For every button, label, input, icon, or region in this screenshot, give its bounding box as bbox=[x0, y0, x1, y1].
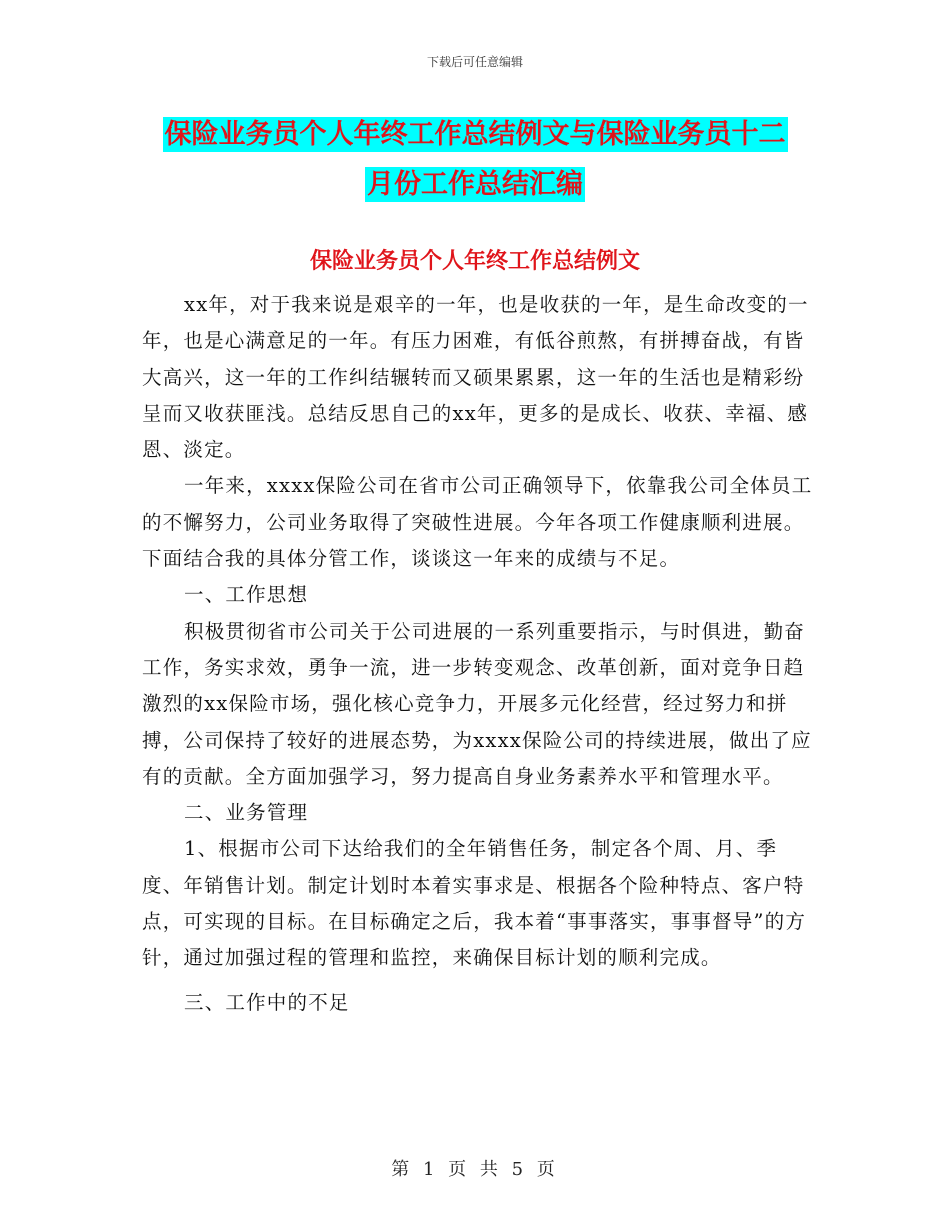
paragraph: 1、根据市公司下达给我们的全年销售任务，制定各个周、月、季度、年销售计划。制定计划时本着实事求是、根据各个险种特点、客户特点，可实现的目标。在目标确定之后，我本着“事事落实，事事督导”的方针，通过加强过程的管理和监控，来确保目标计划的顺利完成。 bbox=[142, 837, 807, 970]
title-line-1: 保险业务员个人年终工作总结例文与保险业务员十二 bbox=[164, 119, 786, 150]
heading-work-thought: 一、工作思想 bbox=[184, 583, 309, 607]
page-number: 第 1 页 共 5 页 bbox=[391, 1159, 559, 1180]
title-line-2: 月份工作总结汇编 bbox=[367, 169, 583, 200]
heading-business-management: 二、业务管理 bbox=[184, 801, 309, 825]
paragraph: 一年来，xxxx保险公司在省市公司正确领导下，依靠我公司全体员工的不懈努力，公司业务取得了突破性进展。今年各项工作健康顺利进展。下面结合我的具体分管工作，谈谈这一年来的成绩与不足。 bbox=[142, 474, 813, 571]
document-title bbox=[0, 110, 950, 210]
document-body bbox=[142, 287, 814, 1021]
section-title: 保险业务员个人年终工作总结例文 bbox=[309, 249, 640, 274]
header-note: 下载后可任意编辑 bbox=[426, 55, 523, 69]
paragraph: 积极贯彻省市公司关于公司进展的一系列重要指示，与时俱进，勤奋工作，务实求效，勇争一流，进一步转变观念、改革创新，面对竞争日趋激烈的xx保险市场，强化核心竞争力，开展多元化经营，经过努力和拼搏，公司保持了较好的进展态势，为xxxx保险公司的持续进展，做出了应有的贡献。全方面加强学习，努力提高自身业务素养水平和管理水平。 bbox=[142, 619, 812, 788]
paragraph: xx年，对于我来说是艰辛的一年，也是收获的一年，是生命改变的一年，也是心满意足的一年。有压力困难，有低谷煎熬，有拼搏奋战，有皆大高兴，这一年的工作纠结辗转而又硕果累累，这一年的生活也是精彩纷呈而又收获匪浅。总结反思自己的xx年，更多的是成长、收获、幸福、感恩、淡定。 bbox=[142, 293, 809, 462]
heading-shortcomings: 三、工作中的不足 bbox=[184, 990, 350, 1014]
